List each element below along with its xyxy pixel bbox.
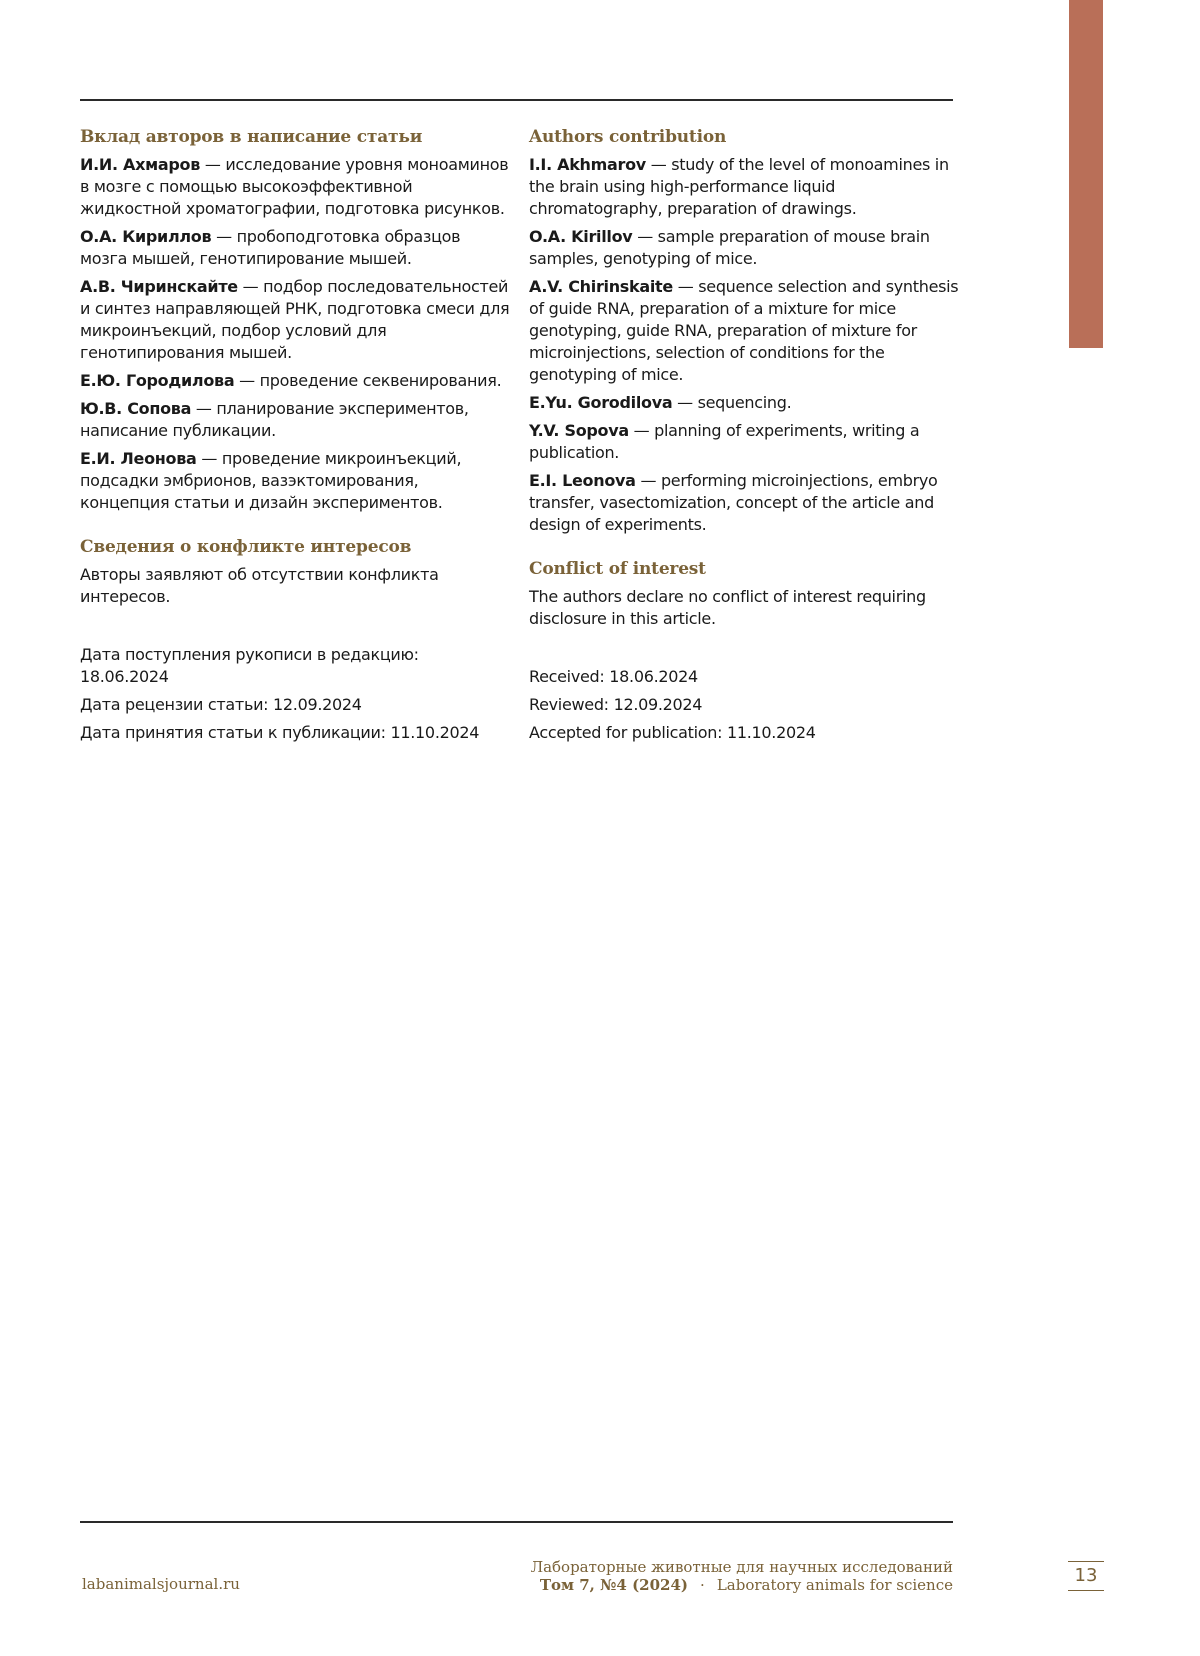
en-reviewed-date: Reviewed: 12.09.2024 [529,695,703,714]
side-color-tab [1069,0,1103,348]
ru-author-name: А.В. Чиринскайте [80,277,238,296]
ru-conflict-text: Авторы заявляют об отсутствии конфликта интересов. [80,565,439,606]
en-contribution-item [529,470,959,536]
ru-accepted-date: Дата принятия статьи к публикации: 11.10.2024 [80,723,480,742]
ru-contribution-item [80,276,510,364]
en-contribution-item [529,226,959,270]
en-author-role: — sequence selection and synthesis of guide RNA, preparation of a mixture for mice genotyping, guide RNA, preparation of mixture for microinjections, selection of conditions for the genotyping of mice. [529,277,959,384]
en-author-name: O.A. Kirillov [529,227,633,246]
en-author-role: — sample preparation of mouse brain samples, genotyping of mice. [529,227,930,268]
journal-footer [531,1558,953,1594]
russian-column [80,126,510,750]
ru-contribution-item [80,154,510,220]
ru-conflict-heading: Сведения о конфликте интересов [80,537,412,557]
en-contribution-item [529,154,959,220]
bottom-rule [80,1521,953,1523]
journal-title-en: Laboratory animals for science [716,1576,953,1594]
en-author-name: E.Yu. Gorodilova [529,393,673,412]
ru-contribution-item [80,448,510,514]
en-received-date: Received: 18.06.2024 [529,667,698,686]
top-rule [80,99,953,101]
en-author-role: — sequencing. [672,393,792,412]
en-accepted-date: Accepted for publication: 11.10.2024 [529,723,816,742]
ru-contribution-item [80,226,510,270]
ru-author-name: О.А. Кириллов [80,227,212,246]
ru-author-name: Ю.В. Сопова [80,399,192,418]
ru-author-name: Е.Ю. Городилова [80,371,235,390]
en-author-name: A.V. Chirinskaite [529,277,673,296]
en-contrib-heading: Authors contribution [529,127,727,147]
ru-contrib-heading: Вклад авторов в написание статьи [80,127,423,147]
ru-author-name: Е.И. Леонова [80,449,197,468]
en-contribution-item [529,392,959,414]
en-author-role: — planning of experiments, writing a publication. [529,421,920,462]
en-contribution-item [529,276,959,386]
en-author-name: E.I. Leonova [529,471,636,490]
en-author-role: — performing microinjections, embryo transfer, vasectomization, concept of the article and design of experiments. [529,471,938,534]
ru-author-name: И.И. Ахмаров [80,155,201,174]
english-column [529,126,959,750]
footer-separator: · [700,1576,705,1594]
ru-author-role: — пробоподготовка образцов мозга мышей, генотипирование мышей. [80,227,461,268]
ru-received-date: Дата поступления рукописи в редакцию: 18.06.2024 [80,645,419,686]
en-author-role: — study of the level of monoamines in the brain using high-performance liquid chromatography, preparation of drawings. [529,155,949,218]
ru-author-role: — планирование экспериментов, написание публикации. [80,399,469,440]
ru-author-role: — исследование уровня моноаминов в мозге с помощью высокоэффективной жидкостной хроматографии, подготовка рисунков. [80,155,509,218]
en-author-name: Y.V. Sopova [529,421,629,440]
en-conflict-heading: Conflict of interest [529,559,706,579]
journal-volume: Том 7, №4 (2024) [539,1576,689,1594]
ru-author-role: — проведение микроинъекций, подсадки эмбрионов, вазэктомирования, концепция статьи и дизайн экспериментов. [80,449,462,512]
ru-contribution-item [80,370,510,392]
page-number: 13 [1068,1561,1104,1591]
ru-contribution-item [80,398,510,442]
journal-website-link[interactable]: labanimalsjournal.ru [82,1575,240,1593]
ru-author-role: — проведение секвенирования. [234,371,502,390]
ru-author-role: — подбор последовательностей и синтез направляющей РНК, подготовка смеси для микроинъекций, подбор условий для генотипирования мышей. [80,277,510,362]
en-author-name: I.I. Akhmarov [529,155,646,174]
journal-issue-line [531,1576,953,1594]
en-conflict-text: The authors declare no conflict of interest requiring disclosure in this article. [529,587,926,628]
journal-title-ru: Лабораторные животные для научных исследований [530,1558,953,1576]
en-contribution-item [529,420,959,464]
ru-reviewed-date: Дата рецензии статьи: 12.09.2024 [80,695,362,714]
